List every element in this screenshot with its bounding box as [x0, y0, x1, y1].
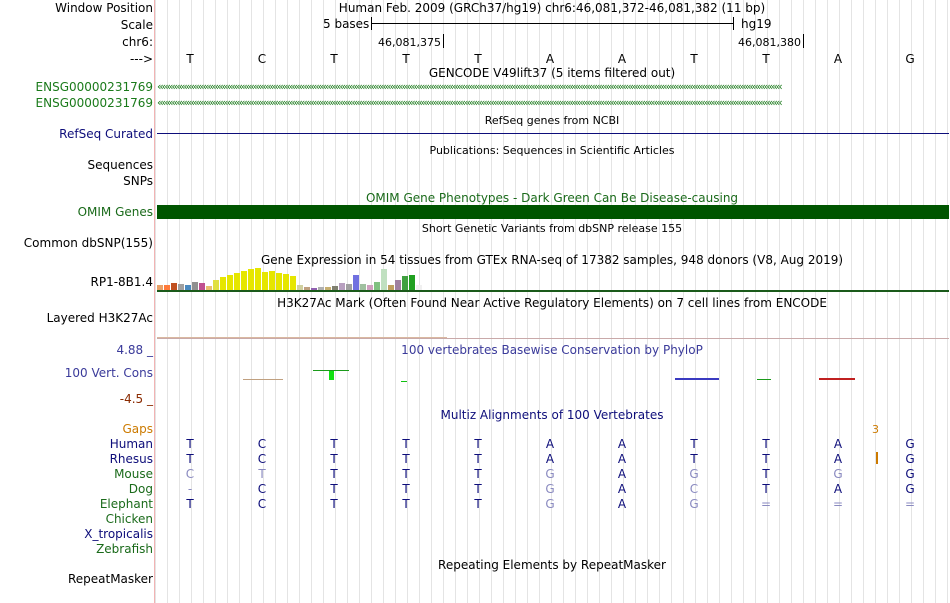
- conservation-mark: [819, 378, 855, 380]
- reference-base: T: [690, 52, 698, 66]
- reference-base: T: [474, 52, 482, 66]
- aligned-base: T: [402, 437, 410, 451]
- aligned-base: G: [905, 452, 915, 466]
- aligned-base: A: [833, 452, 843, 466]
- phylop-scale-min: -4.5 _: [119, 392, 153, 406]
- gtex-tissue-bar: [213, 280, 219, 290]
- gtex-tissue-bar: [374, 282, 380, 290]
- species-label-chicken[interactable]: Chicken: [105, 512, 153, 526]
- reference-base: G: [905, 52, 915, 66]
- gtex-tissue-bar: [290, 276, 296, 290]
- snps-track-label[interactable]: SNPs: [123, 174, 153, 188]
- strand-chevrons: ‹‹‹‹‹‹‹‹‹‹‹‹‹‹‹‹‹‹‹‹‹‹‹‹‹‹‹‹‹‹‹‹‹‹‹‹‹‹‹‹‹‹‹‹‹‹‹‹‹‹‹‹‹‹‹‹‹‹‹‹‹‹‹‹‹‹‹‹‹‹‹‹‹‹‹‹‹‹‹‹‹‹‹‹‹‹‹‹‹‹‹‹‹‹‹‹‹‹‹‹‹‹‹‹‹‹‹‹‹‹‹‹‹‹‹‹‹‹‹‹‹‹‹‹‹‹‹‹‹‹‹‹‹‹‹‹‹‹‹‹‹‹‹‹‹‹‹‹‹‹‹‹‹‹‹‹‹‹‹‹‹‹‹‹‹‹‹‹‹‹‹‹‹‹‹‹‹‹‹‹‹‹‹‹‹‹‹‹‹‹‹‹‹‹‹‹‹‹‹‹‹‹‹‹‹‹‹‹‹‹‹‹‹‹‹‹‹‹‹‹‹‹‹‹‹‹‹‹‹‹‹‹‹‹‹‹‹‹‹‹‹‹‹‹‹‹‹‹‹‹‹‹‹‹‹‹‹‹‹‹: [157, 81, 781, 93]
- species-label-mouse[interactable]: Mouse: [114, 467, 153, 481]
- gtex-gene-line: [157, 290, 949, 292]
- coordinate-tick-1: [443, 34, 444, 48]
- chrom-label: chr6:: [122, 35, 153, 49]
- aligned-base: G: [905, 482, 915, 496]
- scale-bases: 5 bases: [323, 17, 370, 31]
- gtex-gene-label[interactable]: RP1-8B1.4: [90, 275, 153, 289]
- aligned-base: T: [474, 437, 482, 451]
- gencode-gene-feature-2[interactable]: [157, 97, 949, 109]
- aligned-base: A: [617, 437, 627, 451]
- aligned-base: C: [185, 467, 195, 481]
- aligned-base: T: [402, 467, 410, 481]
- gtex-tissue-bar: [199, 283, 205, 290]
- aligned-base: T: [474, 482, 482, 496]
- scale-label: Scale: [120, 18, 153, 32]
- refseq-gene-line[interactable]: [157, 133, 949, 134]
- species-label-human[interactable]: Human: [109, 437, 153, 451]
- h3k27ac-signal: [157, 338, 949, 339]
- window-position-label: Window Position: [55, 1, 153, 15]
- species-label-elephant[interactable]: Elephant: [99, 497, 153, 511]
- h3k27ac-signal-peak: [157, 337, 447, 338]
- gtex-tissue-bar: [234, 273, 240, 290]
- gap-count[interactable]: 3: [872, 423, 879, 436]
- dbsnp-track-label[interactable]: Common dbSNP(155): [23, 236, 153, 250]
- dbsnp-track-title[interactable]: Short Genetic Variants from dbSNP release 155: [421, 222, 683, 235]
- aligned-base: G: [545, 467, 555, 481]
- aligned-base: C: [257, 497, 267, 511]
- aligned-base: T: [330, 482, 338, 496]
- conservation-mark: [243, 379, 283, 380]
- reference-base: C: [257, 52, 267, 66]
- species-label-zebrafish[interactable]: Zebrafish: [96, 542, 153, 556]
- strand-chevrons: ‹‹‹‹‹‹‹‹‹‹‹‹‹‹‹‹‹‹‹‹‹‹‹‹‹‹‹‹‹‹‹‹‹‹‹‹‹‹‹‹‹‹‹‹‹‹‹‹‹‹‹‹‹‹‹‹‹‹‹‹‹‹‹‹‹‹‹‹‹‹‹‹‹‹‹‹‹‹‹‹‹‹‹‹‹‹‹‹‹‹‹‹‹‹‹‹‹‹‹‹‹‹‹‹‹‹‹‹‹‹‹‹‹‹‹‹‹‹‹‹‹‹‹‹‹‹‹‹‹‹‹‹‹‹‹‹‹‹‹‹‹‹‹‹‹‹‹‹‹‹‹‹‹‹‹‹‹‹‹‹‹‹‹‹‹‹‹‹‹‹‹‹‹‹‹‹‹‹‹‹‹‹‹‹‹‹‹‹‹‹‹‹‹‹‹‹‹‹‹‹‹‹‹‹‹‹‹‹‹‹‹‹‹‹‹‹‹‹‹‹‹‹‹‹‹‹‹‹‹‹‹‹‹‹‹‹‹‹‹‹‹‹‹‹‹‹‹‹‹‹‹‹‹‹‹‹‹‹‹‹: [157, 97, 781, 109]
- aligned-base: =: [832, 497, 844, 511]
- coordinate-label-2: 46,081,380: [738, 36, 801, 49]
- coordinate-label-1: 46,081,375: [378, 36, 441, 49]
- conservation-mark: [757, 379, 771, 380]
- aligned-base: G: [905, 437, 915, 451]
- conservation-mark: [401, 381, 407, 382]
- gtex-tissue-bar: [248, 269, 254, 290]
- omim-track-title[interactable]: OMIM Gene Phenotypes - Dark Green Can Be Disease-causing: [365, 191, 739, 205]
- aligned-base: -: [187, 482, 193, 496]
- aligned-base: T: [330, 467, 338, 481]
- gencode-gene-feature-1[interactable]: [157, 81, 949, 93]
- scale-bar-right-tick: [733, 17, 734, 30]
- gap-marker: [876, 452, 878, 464]
- phylop-track-title[interactable]: 100 vertebrates Basewise Conservation by PhyloP: [401, 343, 703, 357]
- label-divider: [154, 0, 155, 603]
- reference-base: T: [402, 52, 410, 66]
- aligned-base: =: [760, 497, 772, 511]
- aligned-base: G: [833, 467, 843, 481]
- scale-assembly: hg19: [741, 17, 772, 31]
- aligned-base: T: [186, 437, 194, 451]
- gtex-tissue-bar: [353, 275, 359, 290]
- aligned-base: C: [257, 437, 267, 451]
- strand-label: --->: [129, 52, 153, 66]
- gtex-tissue-bar: [255, 268, 261, 290]
- aligned-base: C: [689, 482, 699, 496]
- aligned-base: T: [330, 497, 338, 511]
- aligned-base: A: [545, 452, 555, 466]
- h3k27ac-track-title[interactable]: H3K27Ac Mark (Often Found Near Active Regulatory Elements) on 7 cell lines from ENCODE: [277, 296, 827, 310]
- aligned-base: G: [689, 467, 699, 481]
- gencode-gene-label-1[interactable]: ENSG00000231769: [35, 80, 153, 94]
- aligned-base: C: [257, 482, 267, 496]
- gencode-track-title[interactable]: GENCODE V49lift37 (5 items filtered out): [428, 66, 676, 80]
- omim-feature-bar[interactable]: [157, 205, 949, 219]
- phylop-track-label[interactable]: 100 Vert. Cons: [64, 366, 153, 380]
- gencode-gene-label-2[interactable]: ENSG00000231769: [35, 96, 153, 110]
- gtex-expression-bars[interactable]: [157, 262, 517, 290]
- aligned-base: G: [545, 497, 555, 511]
- phylop-scale-max: 4.88 _: [116, 343, 153, 357]
- aligned-base: T: [474, 452, 482, 466]
- aligned-base: T: [258, 467, 266, 481]
- aligned-base: T: [402, 482, 410, 496]
- conservation-mark: [329, 371, 334, 380]
- window-position-value: Human Feb. 2009 (GRCh37/hg19) chr6:46,081,372-46,081,382 (11 bp): [338, 1, 766, 15]
- gtex-tissue-bar: [409, 275, 415, 290]
- gtex-tissue-bar: [402, 276, 408, 290]
- gtex-tissue-bar: [381, 269, 387, 290]
- h3k27ac-track-label[interactable]: Layered H3K27Ac: [46, 311, 153, 325]
- scale-bar-left-tick: [371, 17, 372, 30]
- gtex-tissue-bar: [276, 273, 282, 290]
- coordinate-tick-2: [803, 34, 804, 48]
- aligned-base: T: [762, 482, 770, 496]
- aligned-base: T: [690, 452, 698, 466]
- aligned-base: G: [905, 467, 915, 481]
- gtex-tissue-bar: [262, 272, 268, 290]
- aligned-base: A: [833, 437, 843, 451]
- gtex-track-title[interactable]: Gene Expression in 54 tissues from GTEx RNA-seq of 17382 samples, 948 donors (V8, Aug 2019): [260, 253, 844, 267]
- aligned-base: T: [690, 437, 698, 451]
- repeatmasker-track-label[interactable]: RepeatMasker: [67, 572, 153, 586]
- aligned-base: T: [186, 497, 194, 511]
- reference-base: A: [833, 52, 843, 66]
- species-label-rhesus[interactable]: Rhesus: [109, 452, 153, 466]
- reference-base: A: [545, 52, 555, 66]
- aligned-base: T: [402, 497, 410, 511]
- aligned-base: T: [762, 437, 770, 451]
- aligned-base: A: [617, 452, 627, 466]
- aligned-base: T: [402, 452, 410, 466]
- gtex-tissue-bar: [339, 283, 345, 290]
- sequences-track-label[interactable]: Sequences: [87, 158, 153, 172]
- aligned-base: A: [617, 482, 627, 496]
- aligned-base: A: [545, 437, 555, 451]
- aligned-base: A: [833, 482, 843, 496]
- reference-base: T: [186, 52, 194, 66]
- gaps-label: Gaps: [122, 422, 153, 436]
- scale-bar: [371, 23, 733, 24]
- aligned-base: A: [617, 497, 627, 511]
- aligned-base: G: [545, 482, 555, 496]
- gtex-tissue-bar: [227, 275, 233, 290]
- aligned-base: T: [474, 467, 482, 481]
- multiz-track-title[interactable]: Multiz Alignments of 100 Vertebrates: [440, 408, 664, 422]
- conservation-mark: [675, 378, 719, 380]
- aligned-base: C: [257, 452, 267, 466]
- aligned-base: A: [617, 467, 627, 481]
- repeatmasker-track-title[interactable]: Repeating Elements by RepeatMasker: [438, 558, 666, 572]
- gtex-tissue-bar: [192, 282, 198, 290]
- reference-base: T: [330, 52, 338, 66]
- gtex-tissue-bar: [283, 274, 289, 290]
- species-label-dog[interactable]: Dog: [128, 482, 153, 496]
- grid-line: [155, 0, 156, 603]
- publications-track-title[interactable]: Publications: Sequences in Scientific Articles: [429, 144, 675, 157]
- phylop-signal[interactable]: [157, 366, 949, 386]
- aligned-base: G: [689, 497, 699, 511]
- omim-track-label[interactable]: OMIM Genes: [77, 205, 153, 219]
- aligned-base: T: [330, 452, 338, 466]
- reference-base: A: [617, 52, 627, 66]
- aligned-base: T: [762, 452, 770, 466]
- gtex-tissue-bar: [395, 280, 401, 290]
- refseq-track-title[interactable]: RefSeq genes from NCBI: [484, 114, 620, 127]
- aligned-base: T: [186, 452, 194, 466]
- aligned-base: T: [762, 467, 770, 481]
- gtex-tissue-bar: [241, 271, 247, 290]
- gtex-tissue-bar: [220, 277, 226, 290]
- reference-base: T: [762, 52, 770, 66]
- aligned-base: T: [330, 437, 338, 451]
- refseq-track-label[interactable]: RefSeq Curated: [59, 127, 153, 141]
- gtex-tissue-bar: [171, 283, 177, 290]
- aligned-base: T: [474, 497, 482, 511]
- gtex-tissue-bar: [269, 271, 275, 290]
- aligned-base: =: [904, 497, 916, 511]
- species-label-x-tropicalis[interactable]: X_tropicalis: [84, 527, 153, 541]
